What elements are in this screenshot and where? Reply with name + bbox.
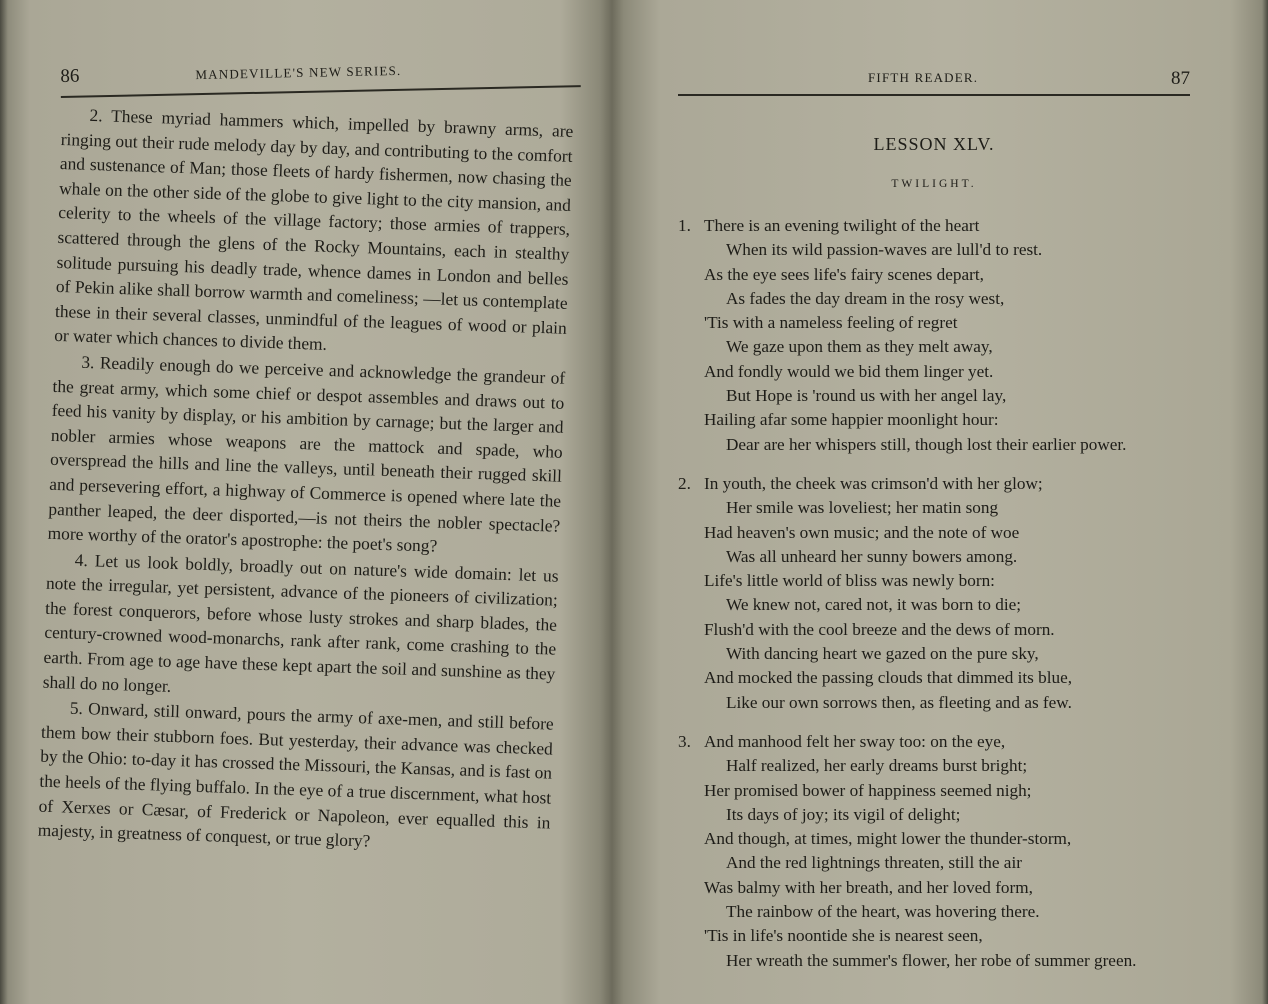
stanza-number: 2.	[678, 474, 691, 493]
stanza-number: 3.	[678, 732, 691, 751]
page-number: 86	[60, 65, 80, 87]
poem-line	[678, 472, 1208, 496]
poem-line-text: 'Tis in life's noontide she is nearest seen,	[704, 926, 983, 946]
poem-line	[678, 691, 1208, 715]
poem-line-text: And manhood felt her sway too: on the eye,	[704, 732, 1006, 751]
poem-line	[678, 876, 1208, 900]
poem-line	[678, 238, 1208, 262]
poem-line-text: Was all unheard her sunny bowers among.	[726, 546, 1018, 566]
poem-line	[678, 214, 1208, 238]
poem-line-text: Had heaven's own music; and the note of woe	[704, 522, 1020, 542]
poem-line	[678, 263, 1208, 287]
prose-body	[37, 102, 573, 860]
poem-line	[678, 666, 1208, 690]
stanza	[678, 730, 1208, 973]
poem-line-text: In youth, the cheek was crimson'd with her glow;	[704, 474, 1043, 493]
poem-line	[678, 433, 1208, 457]
poem-line-text: Her promised bower of happiness seemed nigh;	[704, 780, 1032, 800]
header-rule	[61, 85, 581, 98]
left-page	[0, 0, 612, 1004]
poem-line-text: And mocked the passing clouds that dimmed its blue,	[704, 668, 1073, 688]
poem-line	[678, 803, 1208, 827]
poem-line	[678, 287, 1208, 311]
poem-line-text: Like our own sorrows then, as fleeting and as few.	[726, 692, 1072, 712]
poem-line-text: And though, at times, might lower the thunder-storm,	[704, 829, 1072, 849]
poem-line	[678, 569, 1208, 593]
poem-line-text: Her wreath the summer's flower, her robe of summer green.	[726, 950, 1137, 970]
paragraph: 4. Let us look boldly, broadly out on nature's wide domain: let us note the irregular, yet persistent, advance of the pioneers of civilization; the forest conquerors, before whose lusty strokes and sharp blades, the century-crowned wood-monarchs, rank after rank, come crashing to the earth. From age to age have these kept apart the soil and sunshine as they shall do no longer.	[42, 549, 559, 696]
lesson-title: LESSON XLV.	[873, 134, 995, 154]
poem-line	[678, 545, 1208, 569]
poem-line-text: Its days of joy; its vigil of delight;	[726, 804, 961, 824]
left-page-header	[60, 45, 581, 96]
poem-line	[678, 851, 1208, 875]
poem-line	[678, 779, 1208, 803]
poem-line	[678, 730, 1208, 754]
stanza	[678, 214, 1208, 457]
poem-line	[678, 642, 1208, 666]
poem-line-text: Hailing afar some happier moonlight hour:	[704, 410, 999, 430]
poem-line	[678, 827, 1208, 851]
poem-line-text: Life's little world of bliss was newly born:	[704, 571, 995, 591]
poem-line-text: As fades the day dream in the rosy west,	[726, 288, 1005, 308]
poem-line	[678, 924, 1208, 948]
paragraph: 3. Readily enough do we perceive and acknowledge the grandeur of the great army, which some chief or despot assembles and draws out to feed his vanity by display, or his ambition by carnage; but the larger and nobler armies whose weapons are the mattock and spade, who overspread the hills and line the valleys, until beneath their rugged skill and persevering effort, a highway of Commerce is opened where late the panther leaped, the deer disported,—is not theirs the nobler spectacle? more worthy of the orator's apostrophe: the poet's song?	[47, 351, 566, 556]
poem-line	[678, 593, 1208, 617]
poem-line-text: As the eye sees life's fairy scenes depart,	[704, 264, 984, 284]
poem-line-text: With dancing heart we gazed on the pure sky,	[726, 644, 1039, 664]
poem-line-text: Was balmy with her breath, and her loved form,	[704, 877, 1033, 897]
poem-title: TWILIGHT.	[891, 178, 977, 190]
poem-line-text: Flush'd with the cool breeze and the dews of morn.	[704, 619, 1055, 639]
poem-line-text: 'Tis with a nameless feeling of regret	[704, 313, 958, 333]
right-page	[612, 0, 1268, 1004]
poem-line	[678, 311, 1208, 335]
stanza	[678, 472, 1208, 715]
poem-line-text: The rainbow of the heart, was hovering there.	[726, 902, 1040, 922]
header-rule	[678, 94, 1190, 96]
paragraph: 2. These myriad hammers which, impelled by brawny arms, are ringing out their rude melody day by day, and contributing to the comfort and sustenance of Man; those fleets of hardy fishermen, now chasing the whale on the other side of the globe to give light to the city mansion, and celerity to the wheels of the village factory; those armies of trappers, scattered through the glens of the Rocky Mountains, each in stealthy solitude pursuing his deadly trade, whence dames in London and belles of Pekin alike shall borrow warmth and comeliness; —let us contemplate these in their several classes, unmindful of the leagues of wood or plain or water which chances to divide them.	[53, 104, 574, 355]
poem-line-text: When its wild passion-waves are lull'd to rest.	[726, 240, 1043, 260]
running-head: FIFTH READER.	[868, 70, 979, 85]
paragraph: 5. Onward, still onward, pours the army of axe-men, and still before them bow their stubborn foes. But yesterday, their advance was checked by the Ohio: to-day it has crossed the Missouri, the Kansas, and is fast on the heels of the flying buffalo. In the eye of a true discernment, what host of Xerxes or Cæsar, of Frederick or Napoleon, ever equalled this in majesty, in greatness of conquest, or true glory?	[37, 697, 554, 851]
poem-line-text: We gaze upon them as they melt away,	[726, 337, 993, 357]
poem-line	[678, 408, 1208, 432]
poem-line-text: Dear are her whispers still, though lost their earlier power.	[726, 434, 1127, 454]
right-page-header	[678, 60, 1190, 100]
poem-line-text: But Hope is 'round us with her angel lay,	[726, 386, 1007, 406]
page-number: 87	[1171, 68, 1190, 89]
poem-line	[678, 900, 1208, 924]
poem-line-text: There is an evening twilight of the heart	[704, 216, 980, 235]
poem-line	[678, 949, 1208, 973]
poem-line-text: And fondly would we bid them linger yet.	[704, 361, 994, 381]
poem-line-text: Half realized, her early dreams burst bright;	[726, 756, 1028, 776]
poem-line-text: We knew not, cared not, it was born to die;	[726, 595, 1022, 615]
running-head: MANDEVILLE'S NEW SERIES.	[195, 62, 402, 83]
poem-line	[678, 754, 1208, 778]
poem-line	[678, 618, 1208, 642]
poem-line-text: Her smile was loveliest; her matin song	[726, 498, 999, 518]
poem-line-text: And the red lightnings threaten, still the air	[726, 853, 1022, 873]
poem-line	[678, 335, 1208, 359]
poem-line	[678, 521, 1208, 545]
poem-line	[678, 384, 1208, 408]
poem-line	[678, 496, 1208, 520]
poem-line	[678, 360, 1208, 384]
stanza-number: 1.	[678, 216, 691, 235]
